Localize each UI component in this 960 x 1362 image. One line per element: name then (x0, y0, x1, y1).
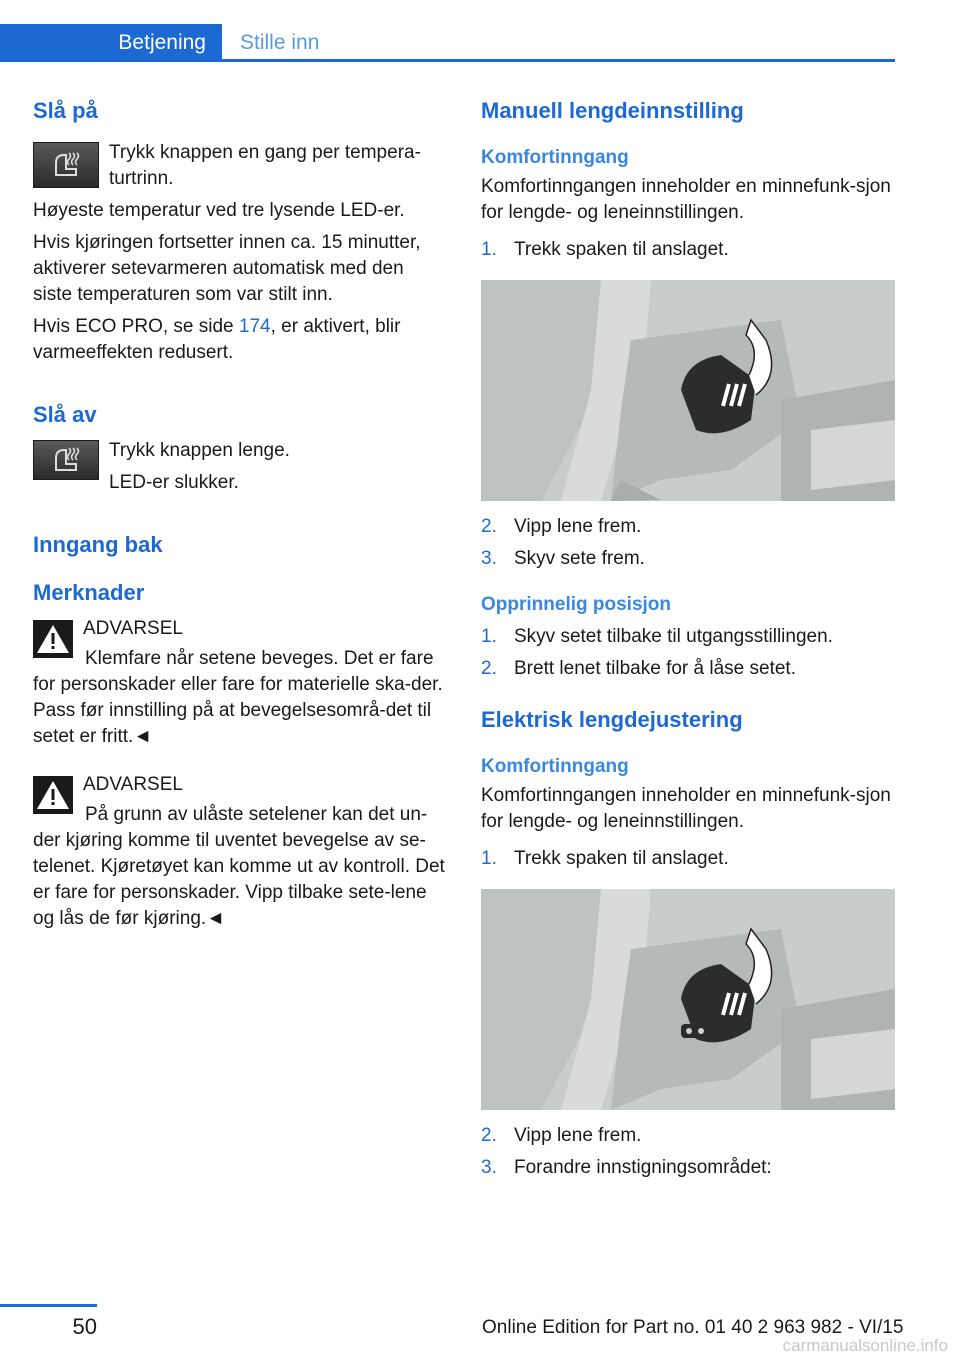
warning-triangle-icon (33, 620, 73, 658)
step-number: 2. (481, 658, 497, 679)
page-reference-link[interactable]: 174 (238, 316, 271, 337)
heading-slaa-av: Slå av (33, 402, 97, 427)
electric-steps-a (481, 843, 895, 875)
slaa-paa-instruction-row (33, 140, 445, 192)
heading-komfortinngang-electric: Komfortinngang (481, 756, 629, 777)
seat-heating-button-icon (33, 440, 99, 480)
slaa-paa-text-3 (33, 314, 445, 366)
heading-slaa-paa: Slå på (33, 98, 98, 123)
step-text: Brett lenet tilbake for å låse setet. (514, 658, 796, 679)
step-number: 3. (481, 548, 497, 569)
heading-elektrisk-lengdejustering: Elektrisk lengdejustering (481, 707, 743, 732)
original-position-steps (481, 621, 895, 685)
list-item (481, 543, 895, 575)
list-item (481, 621, 895, 653)
step-text: Trekk spaken til anslaget. (514, 239, 729, 260)
heading-komfortinngang-manual: Komfortinngang (481, 147, 629, 168)
manual-steps-a (481, 234, 895, 266)
step-text: Skyv sete frem. (514, 548, 645, 569)
seat-heating-button-icon (33, 142, 99, 188)
warning-2-text: På grunn av ulåste setelener kan det un‐der kjøring komme til uventet bevegelse av se‐telenet. Kjøretøyet kan komme ut av kontroll. Det er fare for personskader. Vipp tilbake sete‐lene og lås de før kjøring.◄ (33, 804, 445, 929)
step-number: 1. (481, 626, 497, 647)
step-number: 2. (481, 1125, 497, 1146)
chapter-tabs (0, 24, 895, 62)
list-item (481, 511, 895, 543)
heading-inngang-bak: Inngang bak (33, 532, 163, 557)
heading-merknader: Merknader (33, 580, 145, 605)
seat-lever-illustration-1 (481, 280, 895, 501)
list-item (481, 1152, 895, 1184)
warning-block-2 (33, 772, 445, 932)
heading-manuell-lengdeinnstilling: Manuell lengdeinnstilling (481, 98, 744, 123)
eco-pro-text-end: , er aktivert, blir varmeeffekten redusert. (33, 316, 401, 363)
warning-1-head-text (83, 616, 183, 642)
tab-betjening[interactable]: Betjening (0, 24, 222, 62)
step-text: Vipp lene frem. (514, 1125, 642, 1146)
warning-1-text: Klemfare når setene beveges. Det er fare for personskader eller fare for materielle ska‐der. Pass før innstilling på at bevegelsesområ‐det til setet er fritt.◄ (33, 648, 443, 747)
warning-2-title: ADVARSEL (83, 774, 183, 795)
list-item (481, 1120, 895, 1152)
watermark: carmanualsonline.info (782, 1336, 948, 1355)
edition-text: Online Edition for Part no. 01 40 2 963 982 - VI/15 (482, 1317, 904, 1338)
list-item (481, 234, 895, 266)
eco-pro-text: Hvis ECO PRO, se side (33, 316, 239, 337)
left-column (33, 96, 445, 932)
page-number: 50 (72, 1314, 97, 1339)
warning-triangle-icon (33, 776, 73, 814)
seat-lever-illustration-2 (481, 889, 895, 1110)
step-number: 2. (481, 516, 497, 537)
list-item (481, 843, 895, 875)
slaa-av-line-1: Trykk knappen lenge. (109, 440, 290, 461)
warning-2-head-text (83, 772, 183, 798)
slaa-paa-instruction: Trykk knappen en gang per tempera‐turtrinn. (109, 142, 421, 189)
right-column (481, 96, 895, 1184)
slaa-av-text-block (109, 438, 290, 496)
slaa-av-line-2: LED-er slukker. (109, 472, 239, 493)
slaa-paa-text-2: Hvis kjøringen fortsetter innen ca. 15 minutter, aktiverer setevarmeren automatisk med den siste temperaturen som var stilt inn. (33, 232, 421, 305)
manual-steps-b (481, 511, 895, 575)
list-item (481, 653, 895, 685)
step-text: Vipp lene frem. (514, 516, 642, 537)
electric-steps-b (481, 1120, 895, 1184)
heading-opprinnelig-posisjon: Opprinnelig posisjon (481, 594, 671, 615)
warning-block-1 (33, 616, 445, 750)
step-text: Forandre innstigningsområdet: (514, 1157, 772, 1178)
step-number: 1. (481, 239, 497, 260)
step-number: 3. (481, 1157, 497, 1178)
manual-intro: Komfortinngangen inneholder en minnefunk‐sjon for lengde- og leneinnstillingen. (481, 176, 891, 223)
step-number: 1. (481, 848, 497, 869)
step-text: Trekk spaken til anslaget. (514, 848, 729, 869)
tab-underline (0, 59, 895, 62)
slaa-paa-text-1: Høyeste temperatur ved tre lysende LED-er. (33, 200, 405, 221)
warning-1-title: ADVARSEL (83, 618, 183, 639)
tab-stille-inn[interactable]: Stille inn (240, 31, 320, 54)
step-text: Skyv setet tilbake til utgangsstillingen. (514, 626, 833, 647)
electric-intro: Komfortinngangen inneholder en minnefunk‐sjon for lengde- og leneinnstillingen. (481, 785, 891, 832)
slaa-av-instruction-row (33, 438, 445, 496)
footer-rule (0, 1304, 97, 1307)
